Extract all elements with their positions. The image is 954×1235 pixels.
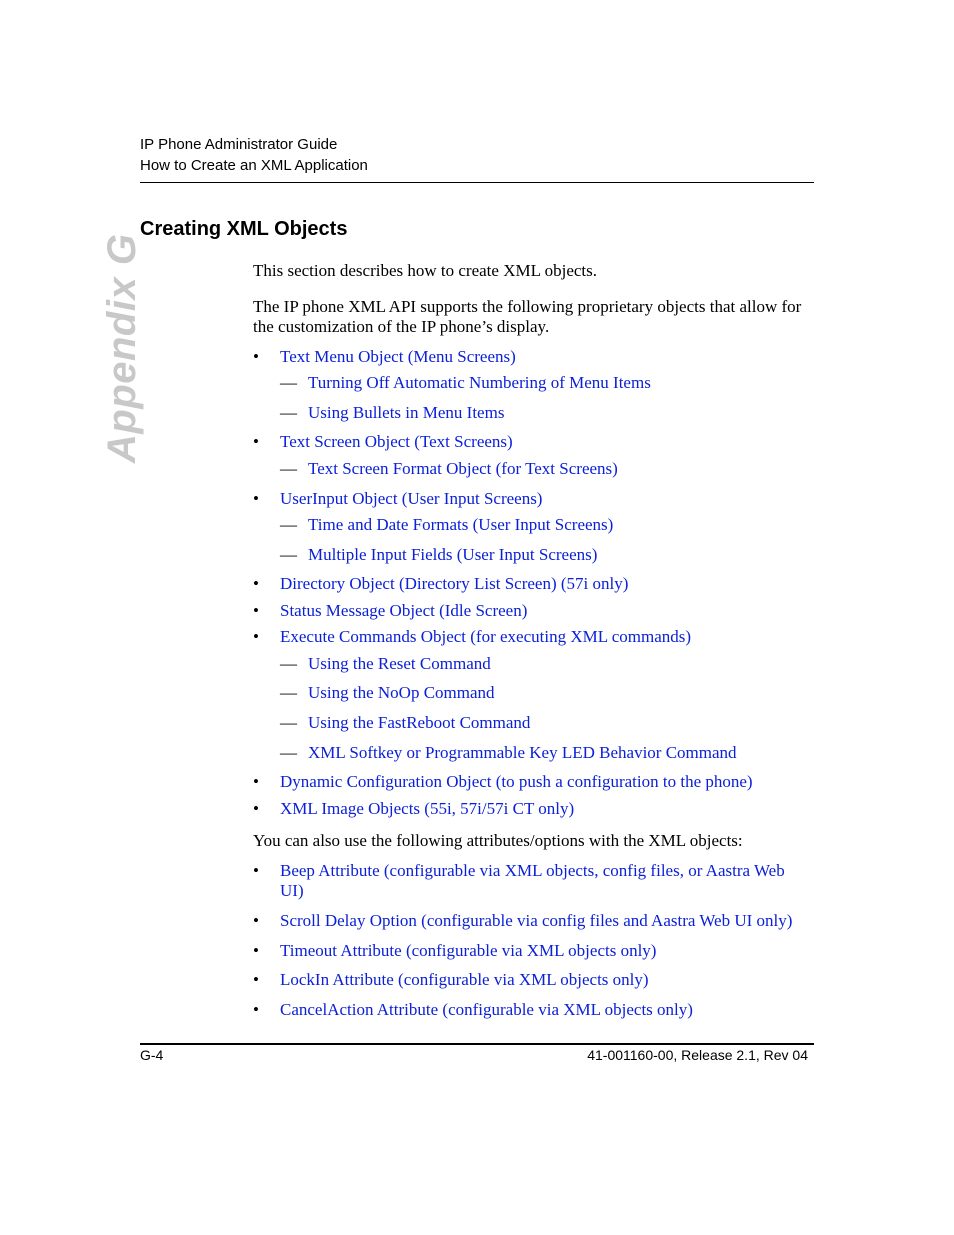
link-text-screen-object[interactable]: Text Screen Object (Text Screens) (280, 432, 513, 451)
dash-mark: — (280, 743, 297, 762)
page-number: G-4 (140, 1047, 164, 1063)
dash-mark: — (280, 683, 297, 702)
bullet-mark: • (253, 772, 259, 791)
dash-mark: — (280, 545, 297, 564)
bullet-mark: • (253, 489, 259, 508)
link-reset-command[interactable]: Using the Reset Command (308, 654, 491, 673)
bullet-mark: • (253, 1000, 259, 1019)
dash-mark: — (280, 373, 297, 392)
link-cancelaction-attribute[interactable]: CancelAction Attribute (configurable via XML objects only) (280, 1000, 693, 1019)
bullet-mark: • (253, 861, 259, 880)
link-turning-off-numbering[interactable]: Turning Off Automatic Numbering of Menu Items (308, 373, 651, 392)
bullet-mark: • (253, 432, 259, 451)
link-multiple-input-fields[interactable]: Multiple Input Fields (User Input Screens) (308, 545, 598, 564)
dash-mark: — (280, 515, 297, 534)
section-title: Creating XML Objects (140, 218, 348, 240)
link-beep-attribute[interactable]: Beep Attribute (configurable via XML objects, config files, or Aastra Web UI) (280, 861, 785, 900)
link-fastreboot-command[interactable]: Using the FastReboot Command (308, 713, 531, 732)
dash-mark: — (280, 403, 297, 422)
link-xml-image-objects[interactable]: XML Image Objects (55i, 57i/57i CT only) (280, 799, 575, 818)
link-using-bullets[interactable]: Using Bullets in Menu Items (308, 403, 505, 422)
link-execute-commands-object[interactable]: Execute Commands Object (for executing XML commands) (280, 627, 692, 646)
bullet-mark: • (253, 941, 259, 960)
dash-mark: — (280, 654, 297, 673)
intro-paragraph-1: This section describes how to create XML objects. (253, 261, 597, 280)
link-text-menu-object[interactable]: Text Menu Object (Menu Screens) (280, 347, 516, 366)
link-time-date-formats[interactable]: Time and Date Formats (User Input Screens) (308, 515, 614, 534)
running-header-title: IP Phone Administrator Guide (140, 136, 338, 153)
bullet-mark: • (253, 970, 259, 989)
link-dynamic-configuration-object[interactable]: Dynamic Configuration Object (to push a configuration to the phone) (280, 772, 753, 791)
link-status-message-object[interactable]: Status Message Object (Idle Screen) (280, 601, 528, 620)
dash-mark: — (280, 459, 297, 478)
intro-paragraph-2: The IP phone XML API supports the following proprietary objects that allow for the customization of the IP phone’s display. (253, 297, 802, 336)
bullet-mark: • (253, 601, 259, 620)
link-scroll-delay-option[interactable]: Scroll Delay Option (configurable via config files and Aastra Web UI only) (280, 911, 793, 930)
attributes-intro: You can also use the following attributes/options with the XML objects: (253, 831, 743, 850)
header-rule (140, 182, 814, 183)
document-number: 41-001160-00, Release 2.1, Rev 04 (587, 1047, 808, 1063)
link-lockin-attribute[interactable]: LockIn Attribute (configurable via XML objects only) (280, 970, 649, 989)
dash-mark: — (280, 713, 297, 732)
footer-rule (140, 1043, 814, 1045)
bullet-mark: • (253, 574, 259, 593)
link-noop-command[interactable]: Using the NoOp Command (308, 683, 495, 702)
bullet-mark: • (253, 627, 259, 646)
bullet-mark: • (253, 799, 259, 818)
link-userinput-object[interactable]: UserInput Object (User Input Screens) (280, 489, 543, 508)
link-text-screen-format[interactable]: Text Screen Format Object (for Text Screens) (308, 459, 618, 478)
running-header-chapter: How to Create an XML Application (140, 157, 368, 174)
bullet-mark: • (253, 911, 259, 930)
bullet-mark: • (253, 347, 259, 366)
link-softkey-led-command[interactable]: XML Softkey or Programmable Key LED Behavior Command (308, 743, 737, 762)
appendix-side-tab: Appendix G (100, 233, 144, 463)
link-timeout-attribute[interactable]: Timeout Attribute (configurable via XML objects only) (280, 941, 657, 960)
link-directory-object[interactable]: Directory Object (Directory List Screen) (57i only) (280, 574, 629, 593)
